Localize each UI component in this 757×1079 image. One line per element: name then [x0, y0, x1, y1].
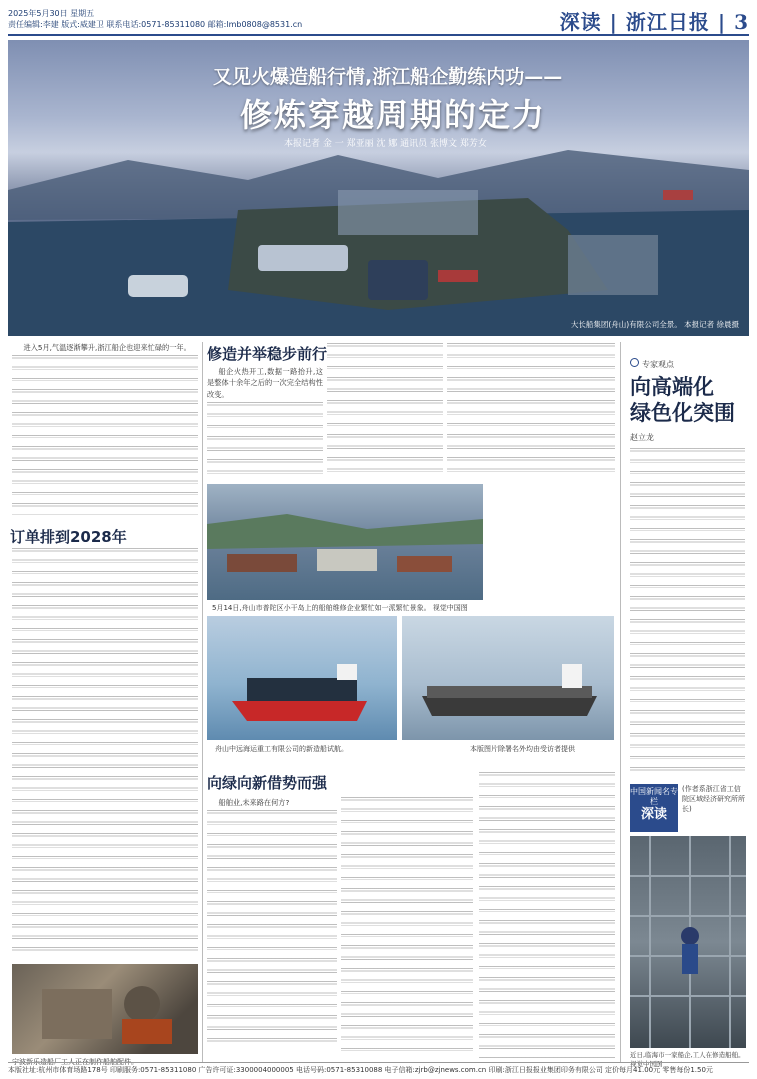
- ship-trial-photo: [207, 616, 397, 740]
- hero-kicker: 又见火爆造船行情,浙江船企勤练内功——: [213, 66, 563, 88]
- aerial-caption: 5月14日,舟山市普陀区小干岛上的船舶维修企业繁忙如一派繁忙景象。 视觉中国图: [212, 604, 468, 612]
- column-1: [12, 342, 198, 522]
- section-heading-orders: 订单排到2028年: [10, 528, 127, 546]
- text-block: [327, 343, 443, 478]
- text-block: [341, 797, 473, 1059]
- sidebar-title: [630, 374, 735, 426]
- column-divider: [202, 342, 203, 1062]
- header-meta: [8, 8, 302, 30]
- s2-first-paragraph: 船企火热开工,数据一路抬升,这是整体十余年之后的一次完全结构性改变。: [207, 367, 323, 399]
- bulk-carrier-photo: [402, 616, 614, 740]
- footer: 本版社址:杭州市体育场路178号 印刷服务:0571-85311080 广告许可证:3300004000005 电话号码:0571-85310088 电子信箱:zjrb@zjnews.com.cn 印刷:浙江日报报业集团印务有限公司 定价每月41.00元 零售每份1.50元: [8, 1062, 749, 1075]
- trial-caption: 舟山中远海运重工有限公司的新造船试航。: [215, 745, 348, 753]
- section-heading-green: 向绿向新借势而强: [207, 774, 328, 792]
- text-block: [207, 402, 323, 478]
- hero-byline: 本报记者 金 一 郑亚丽 沈 娜 通讯员 张博文 郑芳女: [284, 139, 487, 149]
- dot-icon: [630, 358, 639, 367]
- hero-photo: [8, 40, 749, 336]
- editor-line: 责任编辑:李建 版式:威建卫 联系电话:0571-85311080 邮箱:lmb0808@8531.cn: [8, 20, 303, 29]
- column-divider: [620, 342, 621, 1062]
- column-2a: [207, 366, 323, 478]
- factory-caption: 宁波新乐造船厂工人正在制作船舶配件。: [12, 1058, 138, 1066]
- badge-small: 中国新闻名专栏: [630, 787, 678, 806]
- worker-caption: 近日,临海市一家船企,工人在修造船舶。 视觉中国图: [630, 1051, 745, 1068]
- shipyard-aerial-photo: [207, 484, 483, 600]
- column-badge: [630, 784, 678, 832]
- sidebar-title-line1: 向高端化: [630, 375, 714, 399]
- sidebar-title-line2: 绿色化突围: [630, 401, 735, 425]
- lead-paragraph: 进入5月,气温逐渐攀升,浙江船企也迎来忙碌的一年。: [23, 343, 191, 352]
- s3-first-paragraph: 船舶业,未来路在何方?: [218, 798, 290, 807]
- text-block: [207, 810, 337, 1048]
- hero-caption: 大长船集团(舟山)有限公司全景。 本报记者 徐晨摄: [570, 320, 739, 329]
- author-note: (作者系浙江省工信院区域经济研究所所长): [682, 785, 745, 813]
- factory-photo: [12, 964, 198, 1054]
- expert-tag: [630, 358, 674, 370]
- text-block: [479, 772, 615, 1059]
- text-block: [12, 355, 198, 515]
- expert-tag-label: 专家观点: [642, 360, 674, 369]
- hero-title: 修炼穿越周期的定力: [240, 96, 547, 134]
- credit-caption: 本版图片除署名外均由受访者提供: [470, 745, 575, 753]
- date-line: 2025年5月30日 星期五: [8, 9, 95, 18]
- section-heading-repair: 修造并举稳步前行: [207, 345, 328, 363]
- header-rule: [8, 34, 749, 36]
- worker-photo: [630, 836, 746, 1048]
- column-3a: [207, 797, 337, 1059]
- badge-big: 深读: [640, 807, 667, 822]
- sidebar-author: 赵立龙: [630, 433, 654, 442]
- newspaper-brand: 深读 | 浙江日报 | 3: [559, 10, 749, 34]
- text-block: [12, 548, 198, 958]
- sidebar-text: [630, 448, 745, 778]
- text-block: [447, 343, 615, 478]
